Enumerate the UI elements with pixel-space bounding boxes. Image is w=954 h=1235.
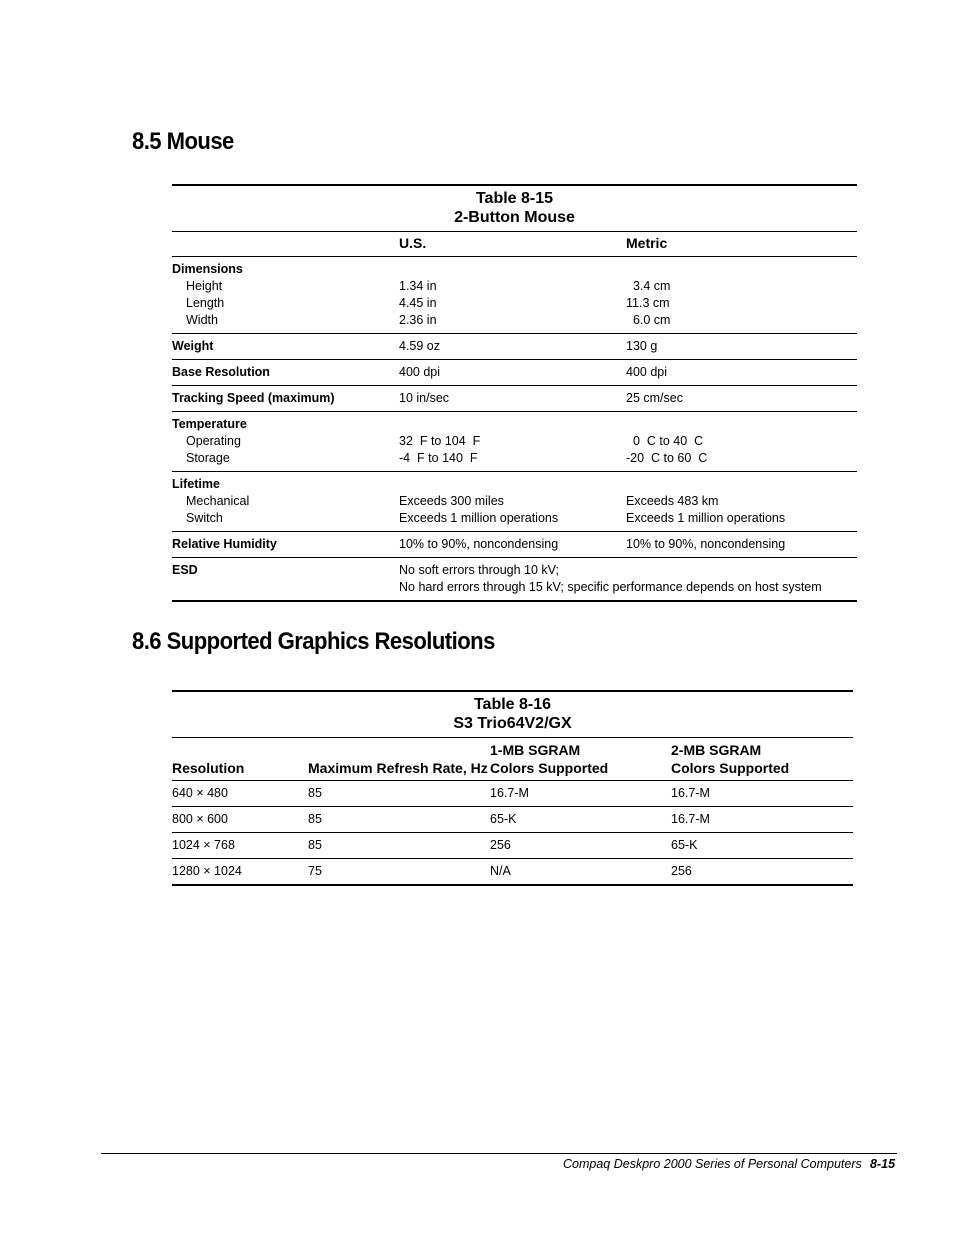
table-row	[172, 360, 857, 386]
table-cell: 640 × 480	[172, 781, 308, 807]
spec-label: Weight	[172, 334, 399, 360]
table-cell: 85	[308, 807, 490, 833]
spec-value-metric	[626, 257, 857, 279]
spec-value-metric: 130 g	[626, 334, 857, 360]
spec-value: No soft errors through 10 kV;	[399, 558, 857, 580]
footer-page-number: 8-15	[870, 1157, 896, 1171]
spec-value-us: 1.34 in	[399, 279, 437, 293]
graphics-resolution-table	[172, 690, 853, 886]
table-row	[172, 295, 857, 312]
table-row	[172, 257, 857, 279]
spec-value-us: 2.36 in	[399, 313, 437, 327]
spec-group	[172, 472, 857, 532]
table-cell: 256	[671, 859, 853, 886]
spec-value-metric: 25 cm/sec	[626, 386, 857, 412]
table-cell: 800 × 600	[172, 807, 308, 833]
spec-group	[172, 386, 857, 412]
table-row	[172, 532, 857, 558]
table-number: Table 8-16	[473, 696, 552, 713]
table-cell: 1280 × 1024	[172, 859, 308, 886]
spec-label: Operating	[186, 434, 241, 448]
spec-group	[172, 412, 857, 472]
spec-value-metric: -20 C to 60 C	[626, 451, 708, 465]
spec-label	[172, 579, 399, 601]
spec-label: Switch	[186, 511, 223, 525]
table-row	[172, 334, 857, 360]
table-row	[172, 859, 853, 886]
table-row	[172, 807, 853, 833]
table-row	[172, 510, 857, 532]
table-row	[172, 558, 857, 580]
table-number: Table 8-15	[475, 190, 554, 207]
table-cell: 65-K	[671, 833, 853, 859]
spec-label: Dimensions	[172, 262, 243, 276]
table-row	[172, 312, 857, 334]
spec-value-metric	[626, 412, 857, 434]
table-cell: 16.7-M	[490, 781, 671, 807]
spec-value-us: 10 in/sec	[399, 386, 626, 412]
spec-label: Base Resolution	[172, 360, 399, 386]
table-title: S3 Trio64V2/GX	[453, 715, 572, 732]
table-cell: 1024 × 768	[172, 833, 308, 859]
spec-value-metric	[626, 472, 857, 494]
spec-label: Length	[186, 296, 225, 310]
table-cell: N/A	[490, 859, 671, 886]
table-row	[172, 450, 857, 472]
table-row	[172, 579, 857, 601]
spec-value: No hard errors through 15 kV; specific performance depends on host system	[399, 580, 822, 594]
spec-value-metric: 3.4 cm	[626, 279, 671, 293]
column-header	[172, 232, 399, 257]
table-row	[172, 433, 857, 450]
spec-value-us: Exceeds 300 miles	[399, 494, 504, 508]
spec-group	[172, 532, 857, 558]
column-header-resolution: Resolution	[172, 738, 308, 781]
spec-value-us: 4.45 in	[399, 296, 437, 310]
spec-value-metric: 400 dpi	[626, 360, 857, 386]
table-cell: 65-K	[490, 807, 671, 833]
footer-book-title: Compaq Deskpro 2000 Series of Personal Computers	[563, 1157, 862, 1171]
table-row	[172, 833, 853, 859]
spec-label: Relative Humidity	[172, 532, 399, 558]
column-header-metric: Metric	[626, 232, 857, 257]
spec-value-metric: Exceeds 483 km	[626, 494, 719, 508]
table-cell: 256	[490, 833, 671, 859]
spec-value-us: 4.59 oz	[399, 334, 626, 360]
spec-value-us: Exceeds 1 million operations	[399, 511, 559, 525]
spec-label: ESD	[172, 558, 399, 580]
table-cell: 16.7-M	[671, 807, 853, 833]
table-cell: 85	[308, 781, 490, 807]
spec-value-us	[399, 257, 626, 279]
spec-value-metric: 10% to 90%, noncondensing	[626, 532, 857, 558]
table-cell: 16.7-M	[671, 781, 853, 807]
table-row	[172, 278, 857, 295]
table-row	[172, 412, 857, 434]
spec-value-us	[399, 472, 626, 494]
spec-value-us: 32 F to 104 F	[399, 434, 481, 448]
spec-group	[172, 257, 857, 334]
table-row	[172, 493, 857, 510]
spec-value-metric: 6.0 cm	[626, 313, 671, 327]
table-row	[172, 386, 857, 412]
spec-value-us	[399, 412, 626, 434]
table-title: 2-Button Mouse	[454, 209, 575, 226]
spec-label: Temperature	[172, 412, 399, 434]
section-title-mouse: 8.5 Mouse	[132, 128, 234, 155]
spec-value-metric: 11.3 cm	[626, 296, 670, 310]
section-title-graphics-resolutions: 8.6 Supported Graphics Resolutions	[132, 628, 495, 655]
footer-divider	[101, 1153, 897, 1154]
table-cell: 85	[308, 833, 490, 859]
spec-value-us: -4 F to 140 F	[399, 451, 478, 465]
mouse-spec-table	[172, 184, 857, 602]
spec-group	[172, 558, 857, 602]
spec-label: Mechanical	[186, 494, 250, 508]
column-header-1mb-colors: 1-MB SGRAM Colors Supported	[490, 738, 671, 781]
table-row	[172, 781, 853, 807]
column-header-us: U.S.	[399, 232, 626, 257]
column-header-refresh-rate: Maximum Refresh Rate, Hz	[308, 738, 490, 781]
spec-value-metric: 0 C to 40 C	[626, 434, 704, 448]
table-header-row	[172, 738, 853, 781]
spec-group	[172, 334, 857, 360]
spec-group	[172, 360, 857, 386]
spec-label: Width	[186, 313, 218, 327]
table-row	[172, 472, 857, 494]
table-caption	[172, 185, 857, 257]
spec-label: Storage	[186, 451, 230, 465]
spec-label: Lifetime	[172, 472, 399, 494]
column-header-2mb-colors: 2-MB SGRAM Colors Supported	[671, 738, 853, 781]
spec-label: Height	[186, 279, 223, 293]
table-header-row	[172, 232, 857, 257]
spec-value-metric: Exceeds 1 million operations	[626, 511, 786, 525]
spec-label: Tracking Speed (maximum)	[172, 386, 399, 412]
table-cell: 75	[308, 859, 490, 886]
spec-value-us: 10% to 90%, noncondensing	[399, 532, 626, 558]
spec-value-us: 400 dpi	[399, 360, 626, 386]
